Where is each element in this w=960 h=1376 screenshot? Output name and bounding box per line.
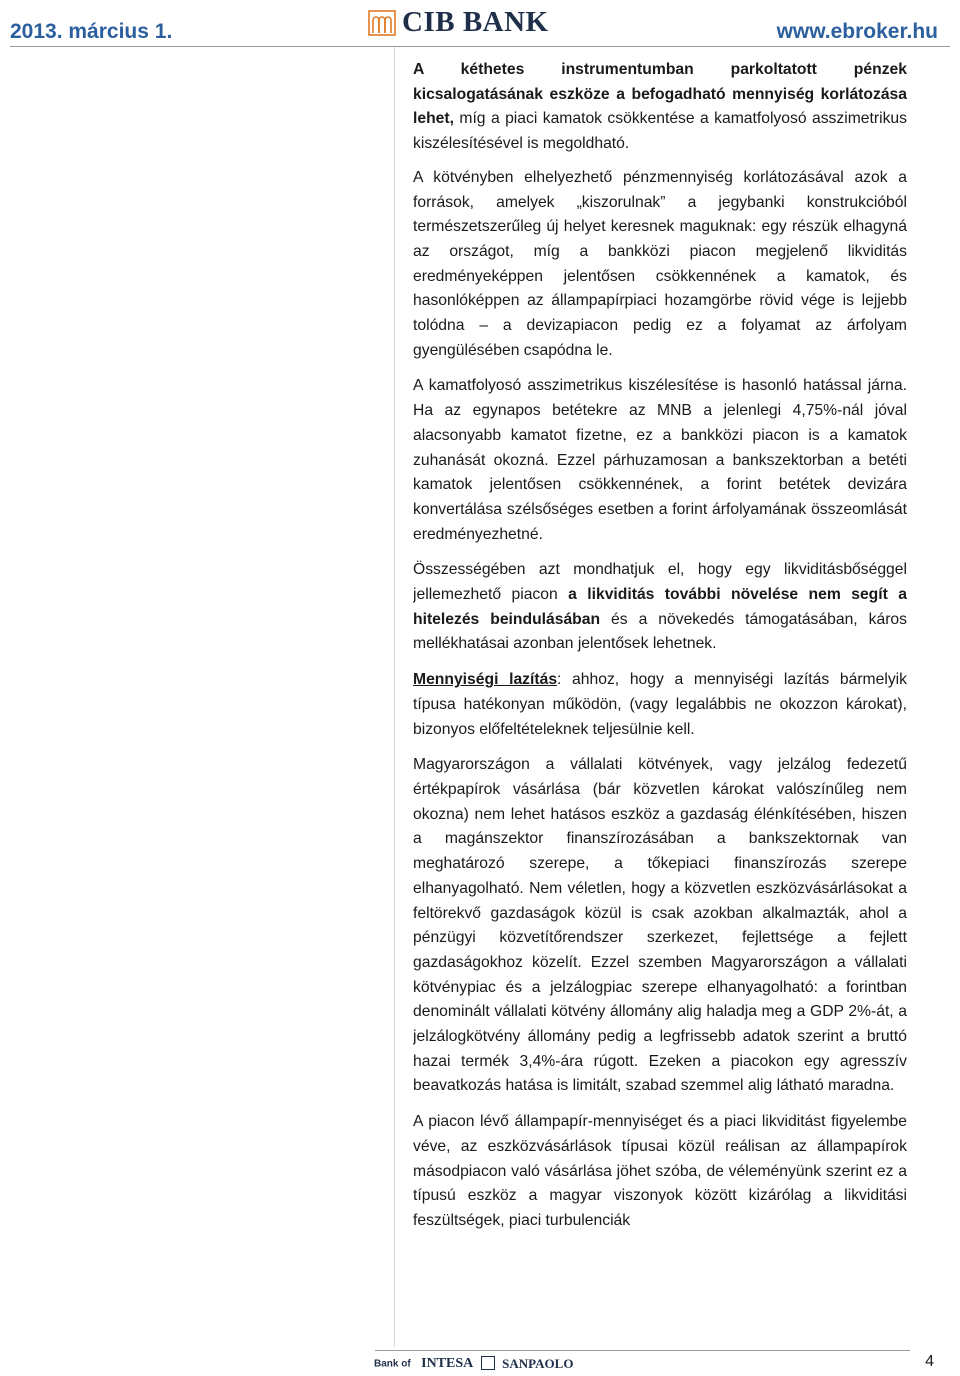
footer-bank-of: Bank of [374,1358,411,1370]
paragraph [413,558,907,657]
header-url: www.ebroker.hu [776,20,938,43]
paragraph [413,1110,907,1234]
text-run: : ahhoz, hogy a mennyiségi lazítás bármelyik típusa hatékonyan működön, (vagy legalábbis ne okozzon károkat), bizonyos előfeltételeknek teljesülnie kell. [413,671,907,738]
paragraph [413,166,907,364]
footer-sanpaolo: SANPAOLO [502,1355,574,1371]
text-run: Magyarországon a vállalati kötvények, vagy jelzálog fedezetű értékpapírok vásárlása (bár közvetlen károkat valószínűleg nem okozna) nem lehet hatásos eszköz a gazdaság élénkítésében, hiszen a magánszektor finanszírozásában a bankszektornak van meghatározó szerepe, a tőkepiaci finanszírozás szerepe elhanyagolható. Nem véletlen, hogy a közvetlen eszközvásárlásokat a feltörekvő gazdaságok közül is csak azokban alkalmazták, ahol a pénzügyi közvetítőrendszer szerkezet, fejlettsége a fejlett gazdaságokhoz közelít. Ezzel szemben Magyarországon a vállalati kötvénypiac és a jelzálogpiac szerepe elhanyagolható: a forintban denominált vállalati kötvény állomány alig haladja meg a GDP 2%-át, a jelzálogkötvény állomány pedig a legfrissebb adatok szerint a bruttó hazai termék 3,4%-ára rúgott. Ezeken a piacokon egy agresszív beavatkozás hatása is limitált, szabad szemmel alig látható maradna. [413,756,907,1095]
header-divider [10,46,950,47]
page-header [0,0,960,52]
text-run: Összességében azt mondhatjuk el, hogy egy likviditásbőséggel jellemezhető piacon [413,561,907,604]
bold-text: Mennyiségi lazítás [413,671,558,689]
bold-text: A kéthetes instrumentumban parkoltatott pénzek kicsalogatásának eszköze a befogadható mennyiség korlátozása lehet, [413,61,907,128]
text-run: és a növekedés támogatásában, káros mellékhatásai azonban jelentősek lehetnek. [413,610,907,653]
text-run: A piacon lévő állampapír-mennyiséget és a piaci likviditást figyelembe véve, az eszközvásárlások típusai közül reálisan az állampapírok másodpiacon való vásárlása jöhet szóba, de véleményünk szerint ez a típusú eszköz a magyar viszonyok között kizárólag a likviditási feszültségek, piaci turbulenciák [413,1113,907,1229]
header-date: 2013. március 1. [10,20,173,43]
paragraph [413,374,907,547]
intesa-sanpaolo-logo [374,1355,573,1373]
page-number: 4 [925,1353,934,1370]
logo-wordmark: CIB BANK [402,6,549,38]
column-divider [394,47,395,1347]
text-run: A kötvényben elhelyezhető pénzmennyiség korlátozásával azok a források, amelyek „kiszorulnak” a jegybanki konstrukcióból természetszerűleg új helyet keresnek maguknak: egy részük elhagyná az országot, míg a bankközi piacon megjelenő likviditás eredményeképpen jelentősen csökkennének a kamatok, és hasonlóképpen az állampapírpiaci hozamgörbe rövid vége is lejjebb tolódna – a devizapiacon pedig ez a folyamat az árfolyam gyengülésében csapódna le. [413,168,907,359]
footer-intesa: INTESA [421,1355,474,1371]
paragraph [413,668,907,742]
bold-text: a likviditás további növelése nem segít a hitelezés beindulásában [413,586,907,628]
footer-divider [375,1350,910,1351]
paragraph [413,753,907,1099]
paragraph [413,58,907,157]
text-run: A kamatfolyosó asszimetrikus kiszélesítése is hasonló hatással járna. Ha az egynapos betétekre az MNB a jelenlegi 4,75%-nál jóval alacsonyabb kamatot fizetne, ez a bankközi piacon is a kamatok zuhanását okozná. Ezzel párhuzamosan a bankszektorban a betéti kamatok jelentősen csökkennének, a forint betétek devizára konvertálása szélsőséges esetben a forint árfolyamának összeomlását eredményezhetné. [413,377,907,543]
text-run: míg a piaci kamatok csökkentése a kamatfolyosó asszimetrikus kiszélesítésével is megoldható. [413,110,907,153]
cib-logo-icon [368,8,396,36]
article-body [413,58,907,1348]
sanpaolo-emblem-icon [481,1356,495,1370]
